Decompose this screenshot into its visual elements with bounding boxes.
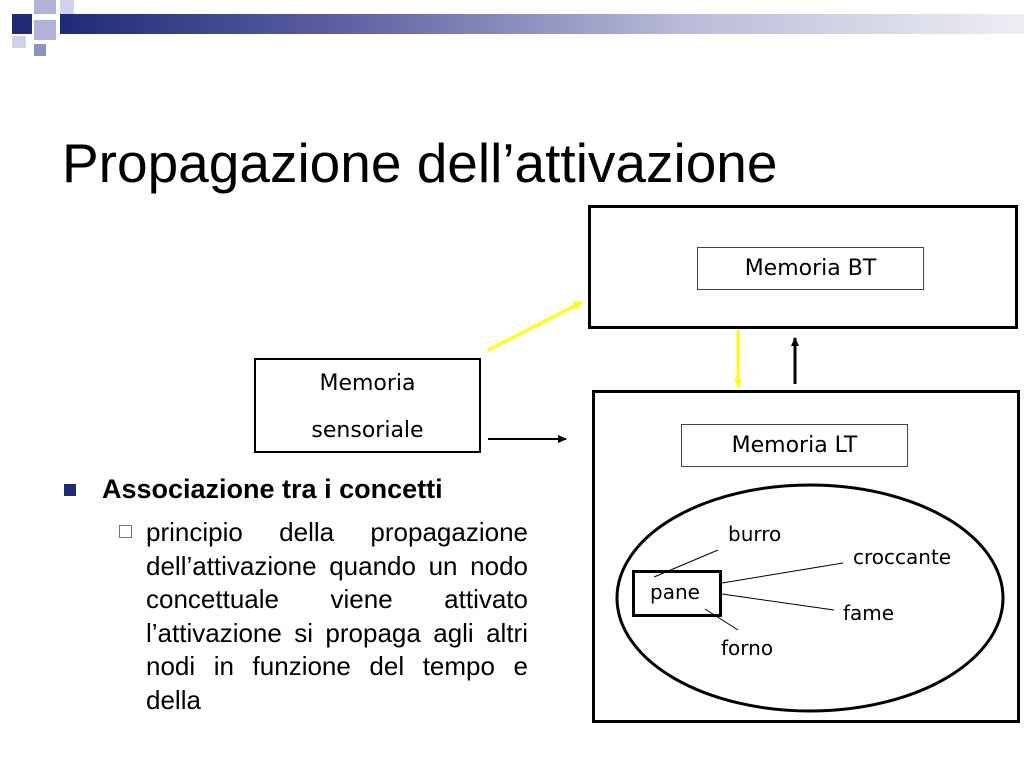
square-bullet-icon [64,484,76,496]
hollow-square-bullet-icon [119,525,132,538]
short-term-memory-label: Memoria BT [697,247,924,290]
bullet-level2 [146,516,528,717]
long-term-memory-label: Memoria LT [681,424,908,467]
node-fame: fame [843,601,895,625]
node-forno: forno [721,636,774,660]
bullet-level1-text: Associazione tra i concetti [102,474,443,504]
sensory-memory-box [254,358,481,453]
bullet-level2-text: principio della propagazione dell’attivazione quando un nodo concettuale viene attivato l’attivazione si propaga agli altri nodi in funzione del tempo e della [146,517,528,715]
bullet-level1 [62,472,528,506]
node-burro: burro [728,522,782,546]
sensory-memory-label-line2: sensoriale [311,418,424,443]
arrow-sensory-to-bt [488,302,582,350]
node-pane: pane [650,580,700,604]
node-croccante: croccante [853,545,952,569]
slide-title: Propagazione dell’attivazione [62,132,778,194]
sensory-memory-label-line1: Memoria [319,371,416,396]
bullet-list [62,472,528,717]
